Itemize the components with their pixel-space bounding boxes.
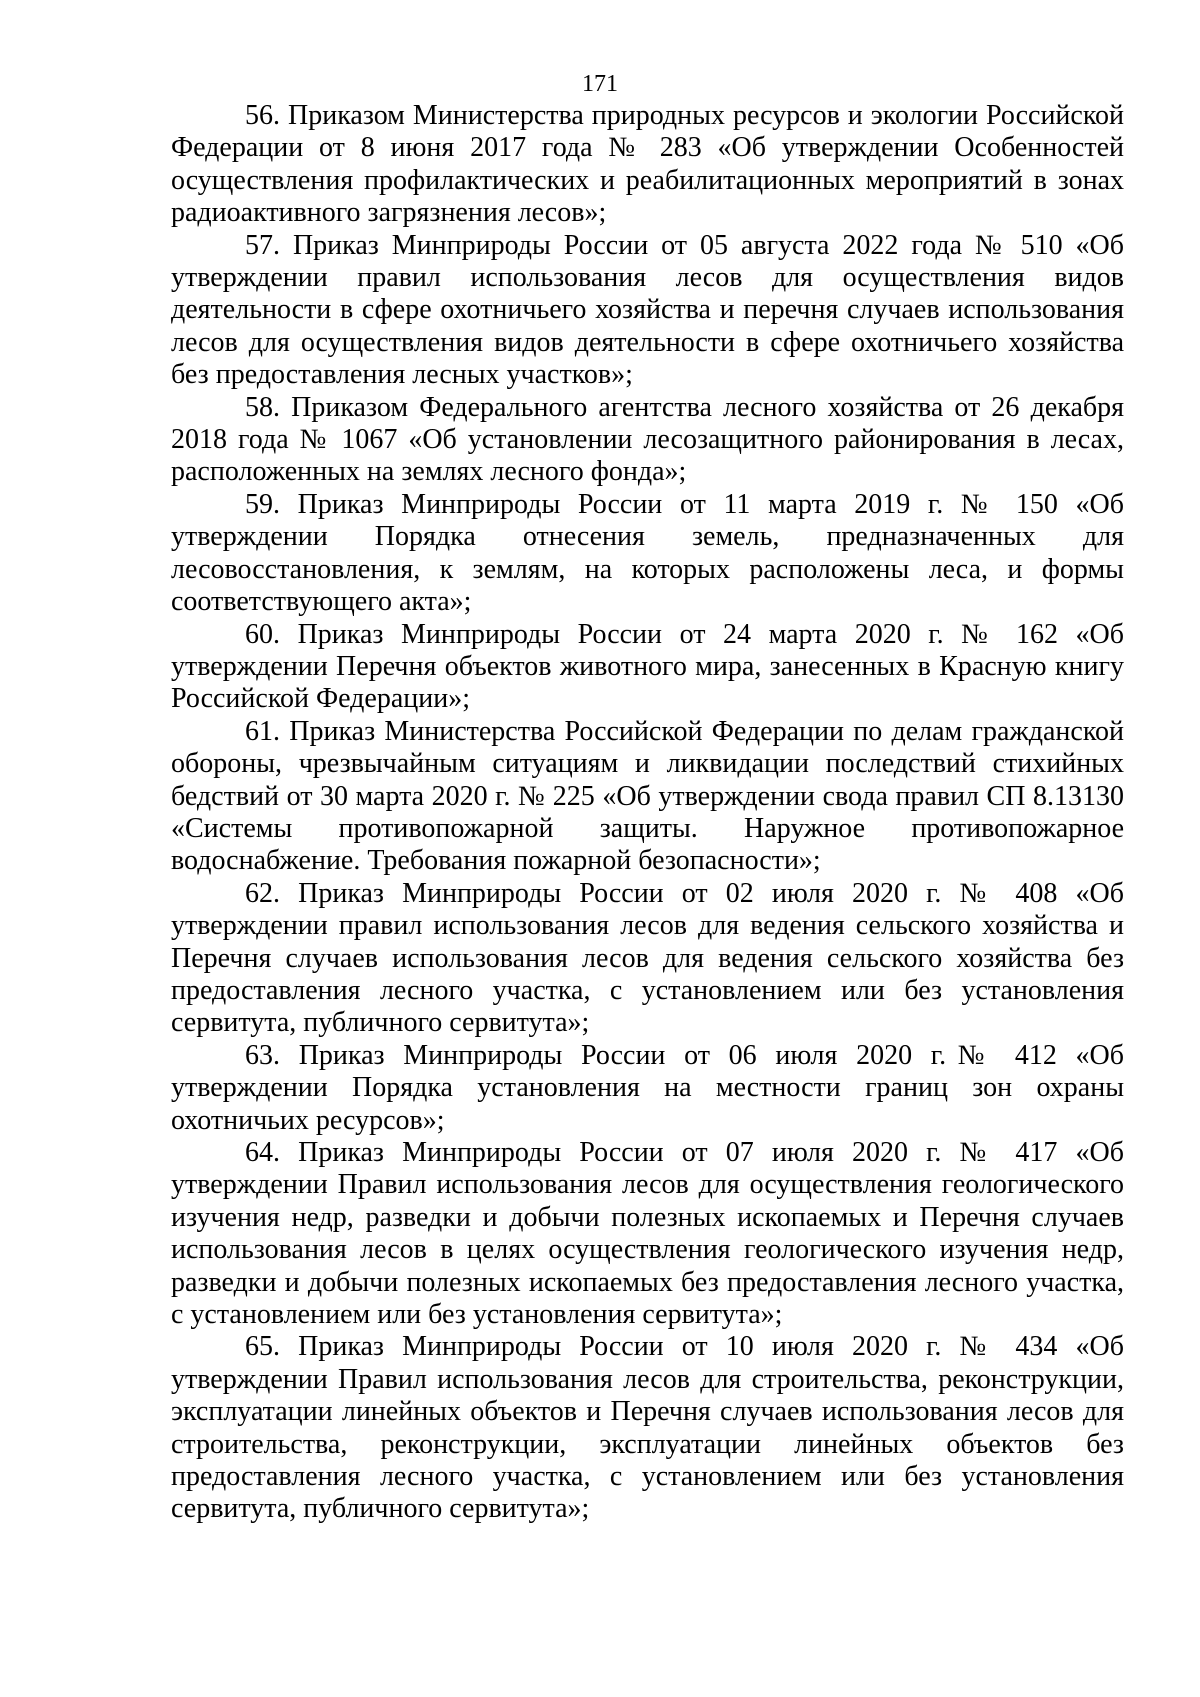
item-number: 59. (245, 488, 280, 520)
item-number: 56. (245, 100, 280, 131)
list-item (171, 392, 1124, 489)
item-number: 62. (245, 877, 280, 909)
list-item (171, 619, 1124, 716)
list-item (171, 230, 1124, 392)
item-number: 58. (245, 391, 280, 423)
list-item (171, 878, 1124, 1040)
item-text: Приказом Федерального агентства лесного хозяйства от 26 декабря 2018 года № 1067 «Об установлении лесозащитного районирования в лесах, расположенных на землях лесного фонда»; (171, 391, 1124, 488)
item-text: Приказ Минприроды России от 24 марта 2020 г. № 162 «Об утверждении Перечня объектов животного мира, занесенных в Красную книгу Российской Федерации»; (171, 618, 1125, 715)
item-text: Приказ Минприроды России от 10 июля 2020 г. № 434 «Об утверждении Правил использования лесов для строительства, реконструкции, эксплуатации линейных объектов и Перечня случаев использования лесов для строительства, реконструкции, эксплуатации линейных объектов без предоставления лесного участка, с установлением или без установления сервитута, публичного сервитута»; (171, 1331, 1124, 1525)
page-number: 171 (582, 71, 618, 97)
item-text: Приказ Минприроды России от 02 июля 2020 г. № 408 «Об утверждении правил использования лесов для ведения сельского хозяйства и Перечня случаев использования лесов для ведения сельского хозяйства без предоставления лесного участка, с установлением или без установления сервитута, публичного сервитута»; (171, 877, 1124, 1039)
item-number: 61. (245, 715, 280, 747)
item-number: 57. (245, 229, 280, 261)
list-item (171, 1331, 1124, 1525)
item-text: Приказ Минприроды России от 06 июля 2020 г.№ 412 «Об утверждении Порядка установления на местности границ зон охраны охотничьих ресурсов»; (171, 1039, 1124, 1136)
list-item (171, 716, 1124, 878)
item-number: 65. (245, 1331, 280, 1363)
item-number: 63. (245, 1039, 280, 1071)
item-text: Приказ Минприроды России от 07 июля 2020 г. № 417 «Об утверждении Правил использования лесов для осуществления геологического изучения недр, разведки и добычи полезных ископаемых и Перечня случаев использования лесов в целях осуществления геологического изучения недр, разведки и добычи полезных ископаемых без предоставления лесного участка, с установлением или без установления сервитута»; (171, 1137, 1124, 1331)
document-body (171, 100, 1124, 1526)
item-text: Приказ Минприроды России от 11 марта 2019 г. № 150 «Об утверждении Порядка отнесения земель, предназначенных для лесовосстановления, к землям, на которых расположены леса, и формы соответствующего акта»; (171, 488, 1125, 618)
item-text: Приказ Министерства Российской Федерации по делам гражданской обороны, чрезвычайным ситуациям и ликвидации последствий стихийных бедствий от 30 марта 2020 г. № 225 «Об утверждении свода правил СП 8.13130 «Системы противопожарной защиты. Наружное противопожарное водоснабжение. Требования пожарной безопасности»; (171, 715, 1124, 877)
list-item (171, 1137, 1124, 1331)
item-number: 64. (245, 1137, 280, 1168)
list-item (171, 489, 1124, 619)
item-text: Приказ Минприроды России от 05 августа 2022 года № 510 «Об утверждении правил использования лесов для осуществления видов деятельности в сфере охотничьего хозяйства и перечня случаев использования лесов для осуществления видов деятельности в сфере охотничьего хозяйства без предоставления лесных участков»; (171, 229, 1125, 391)
list-item (171, 1040, 1124, 1137)
item-number: 60. (245, 618, 280, 650)
item-text: Приказом Министерства природных ресурсов и экологии Российской Федерации от 8 июня 2017 года № 283 «Об утверждении Особенностей осуществления профилактических и реабилитационных мероприятий в зонах радиоактивного загрязнения лесов»; (171, 100, 1125, 229)
list-item (171, 100, 1124, 230)
